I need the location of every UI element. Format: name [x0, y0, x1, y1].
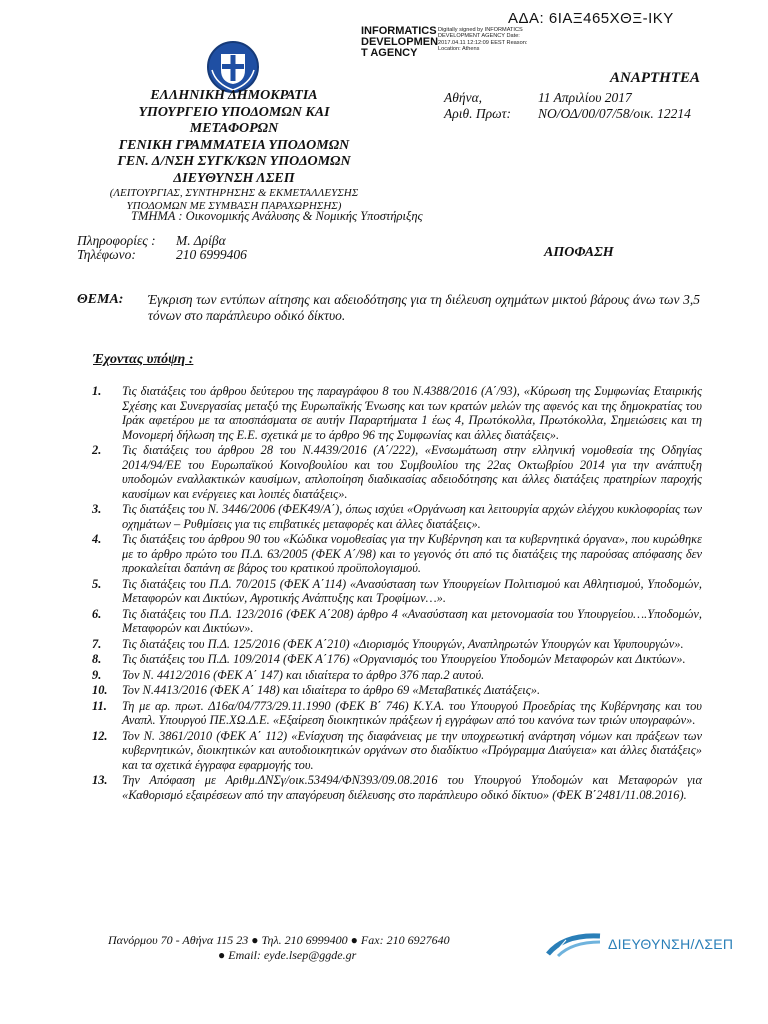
subject-label: ΘΕΜΑ:	[77, 292, 124, 307]
road-logo-icon	[544, 932, 604, 960]
ada-code: ΑΔΑ: 6ΙΑΞ465ΧΘΞ-ΙΚΥ	[508, 10, 674, 27]
list-item	[92, 607, 702, 636]
info-value: Μ. Δρίβα	[176, 233, 226, 248]
item-number: 1.	[92, 384, 102, 398]
list-item	[92, 637, 702, 652]
item-number: 3.	[92, 502, 102, 516]
item-number: 5.	[92, 576, 102, 591]
considerations-list	[92, 384, 702, 803]
item-number: 9.	[92, 667, 102, 682]
list-item	[92, 683, 702, 698]
item-text: Τις διατάξεις του Π.Δ. 70/2015 (ΦΕΚ Α΄114) «Ανασύσταση των Υπουργείων Πολιτισμού και Αθλητισμού, Υποδομών, Μεταφορών και Δικτύων, Αγροτικής Ανάπτυξης και Τροφίμων…».	[122, 576, 702, 605]
item-number: 13.	[92, 773, 108, 787]
org-line: ΓΕΝΙΚΗ ΓΡΑΜΜΑΤΕΙΑ ΥΠΟΔΟΜΩΝ	[118, 137, 350, 153]
footer-email: ● Email: eyde.lsep@ggde.gr	[218, 948, 357, 962]
item-text: Τη με αρ. πρωτ. Δ16α/04/773/29.11.1990 (ΦΕΚ Β΄ 746) Κ.Υ.Α. του Υπουργού Προεδρίας της Κυβέρνησης και του Αναπλ. Υπουργού ΠΕ.ΧΩ.Δ.Ε. «Εξαίρεση διοικητικών πράξεων ή εγγράφων από του κανόνα των τριών υπογραφών».	[122, 698, 702, 727]
item-number: 4.	[92, 532, 102, 546]
phone-label: Τηλέφωνο:	[77, 247, 136, 262]
protocol-label: Αριθ. Πρωτ:	[444, 106, 511, 121]
list-item	[92, 577, 702, 606]
document-date: 11 Απριλίου 2017	[538, 90, 632, 105]
org-line: ΓΕΝ. Δ/ΝΣΗ ΣΥΓΚ/ΚΩΝ ΥΠΟΔΟΜΩΝ	[117, 154, 351, 169]
item-number: 7.	[92, 636, 102, 651]
item-number: 8.	[92, 652, 102, 666]
item-number: 10.	[92, 683, 108, 697]
item-number: 2.	[92, 443, 102, 457]
list-item	[92, 652, 702, 667]
list-item	[92, 729, 702, 773]
info-label: Πληροφορίες :	[77, 233, 156, 248]
list-item	[92, 532, 702, 576]
footer-address: Πανόρμου 70 - Αθήνα 115 23 ● Τηλ. 210 6999400 ● Fax: 210 6927640	[108, 933, 450, 947]
org-line: ΔΙΕΥΘΥΝΣΗ ΛΣΕΠ	[173, 170, 295, 186]
item-text: Τον Ν. 3861/2010 (ΦΕΚ Α΄ 112) «Ενίσχυση της διαφάνειας με την υποχρεωτική ανάρτηση νόμων και πράξεων των κυβερνητικών, διοικητικών και αυτοδιοικητικών οργάνων στο διαδίκτυο «Πρόγραμμα Διαύγεια» και άλλες διατάξεις» και τα σχετικά έγγραφα εφαρμογής του.	[122, 728, 702, 772]
list-item	[92, 384, 702, 442]
list-item	[92, 668, 702, 683]
phone-value: 210 6999406	[176, 247, 247, 262]
org-line: ΕΛΛΗΝΙΚΗ ΔΗΜΟΚΡΑΤΙΑ	[150, 88, 318, 103]
item-text: Τον Ν.4413/2016 (ΦΕΚ Α΄ 148) και ιδιαίτερα το άρθρο 69 «Μεταβατικές Διατάξεις».	[122, 683, 541, 697]
signature-details: Digitally signed by INFORMATICS DEVELOPMENT AGENCY Date: 2017.04.11 12:12:09 EEST Reason: Location: Athens	[438, 27, 528, 52]
list-item	[92, 699, 702, 728]
logo-text: ΔΙΕΥΘΥΝΣΗ/ΛΣΕΠ	[608, 936, 734, 952]
subject-text: Έγκριση των εντύπων αίτησης και αδειοδότησης για τη διέλευση οχημάτων μικτού βάρους άνω των 3,5 τόνων στο παράπλευρο οδικό δίκτυο.	[148, 292, 700, 323]
list-item	[92, 773, 702, 802]
org-line: ΥΠΟΥΡΓΕΙΟ ΥΠΟΔΟΜΩΝ ΚΑΙ ΜΕΤΑΦΟΡΩΝ	[138, 104, 330, 136]
item-text: Τις διατάξεις του άρθρου 90 του «Κώδικα νομοθεσίας για την Κυβέρνηση και τα κυβερνητικά όργανα», που κυρώθηκε με το άρθρο πρώτο του Π.Δ. 63/2005 (ΦΕΚ Α΄/98) και το γεγονός ότι από τις διατάξεις της παρούσας απόφασης δεν προκαλείται δαπάνη σε βάρος του κρατικού προϋπολογισμού.	[122, 532, 702, 575]
item-text: Τις διατάξεις του άρθρου 28 του Ν.4439/2016 (Α΄/222), «Ενσωμάτωση στην ελληνική νομοθεσία της Οδηγίας 2014/94/ΕΕ του Ευρωπαϊκού Κοινοβουλίου και του Συμβουλίου της 22ας Οκτωβρίου 2014 για την ανάπτυξη υποδομών εναλλακτικών καυσίμων, απλοποίηση διαδικασίας αδειοδότησης και άλλες διατάξεις πρατηρίων παροχής καυσίμων και ενέργειες και λοιπές διατάξεις».	[122, 443, 702, 501]
considering-heading: Έχοντας υπόψη :	[93, 352, 194, 367]
item-text: Τον Ν. 4412/2016 (ΦΕΚ Α΄ 147) και ιδιαίτερα το άρθρο 376 παρ.2 αυτού.	[122, 667, 485, 682]
item-text: Τις διατάξεις του Π.Δ. 109/2014 (ΦΕΚ Α΄176) «Οργανισμός του Υπουργείου Υποδομών Μεταφορών και Δικτύων».	[122, 652, 686, 666]
place-label: Αθήνα,	[444, 90, 483, 105]
list-item	[92, 502, 702, 531]
greek-emblem-icon	[206, 40, 260, 94]
org-subtitle: (ΛΕΙΤΟΥΡΓΙΑΣ, ΣΥΝΤΗΡΗΣΗΣ & ΕΚΜΕΤΑΛΛΕΥΣΗΣ ΥΠΟΔΟΜΩΝ ΜΕ ΣΥΜΒΑΣΗ ΠΑΡΑΧΩΡΗΣΗΣ)	[109, 187, 359, 212]
item-text: Τις διατάξεις του Π.Δ. 125/2016 (ΦΕΚ Α΄210) «Διορισμός Υπουργών, Αναπληρωτών Υπουργών και Υφυπουργών».	[122, 636, 684, 651]
decision-label: ΑΠΟΦΑΣΗ	[544, 245, 614, 260]
item-text: Την Απόφαση με Αριθμ.ΔΝΣγ/οικ.53494/ΦΝ393/09.08.2016 του Υπουργού Υποδομών και Μεταφορών για «Καθορισμό εξαιρέσεων από την απαγόρευση διέλευσης στο παράπλευρο οδικό δίκτυο» (ΦΕΚ Β΄2481/11.08.2016).	[122, 773, 702, 802]
protocol-number: ΝΟ/ΟΔ/00/07/58/οικ. 12214	[538, 106, 691, 121]
item-text: Τις διατάξεις του Π.Δ. 123/2016 (ΦΕΚ Α΄208) άρθρο 4 «Ανασύσταση και μετονομασία του Υπουργείου….Υποδομών, Μεταφορών και Δικτύων».	[122, 606, 702, 635]
item-number: 11.	[92, 698, 107, 713]
item-number: 12.	[92, 728, 108, 743]
list-item	[92, 443, 702, 501]
item-text: Τις διατάξεις του Ν. 3446/2006 (ΦΕΚ49/Α΄), όπως ισχύει «Οργάνωση και λειτουργία αρχών ελέγχου κυκλοφορίας των οχημάτων – Ρυθμίσεις για τις επιβατικές μεταφορές και άλλες διατάξεις».	[122, 502, 702, 531]
posting-label: ΑΝΑΡΤΗΤΕΑ	[610, 70, 701, 86]
organization-block	[94, 88, 374, 213]
item-number: 6.	[92, 606, 102, 621]
item-text: Τις διατάξεις του άρθρου δεύτερου της παραγράφου 8 του Ν.4388/2016 (Α΄/93), «Κύρωση της Συμφωνίας Εταιρικής Σχέσης και Συνεργασίας μεταξύ της Ευρωπαϊκής Ένωσης και των κρατών μελών της αφενός και της δημοκρατίας του Ιράκ αφετέρου με τα αποσπάσματα σε αυτήν Παραρτήματα 1 έως 4, Πρωτόκολλα, Πρωτόκολλα, Σημειώσεις και τη Μονομερή δήλωση της Ε.Ε. σχετικά με το άρθρο 96 της Συμφωνίας και άλλες διατάξεις».	[122, 384, 702, 442]
signature-title: INFORMATICS DEVELOPMEN T AGENCY	[361, 25, 439, 59]
department-line: ΤΜΗΜΑ : Οικονομικής Ανάλυσης & Νομικής Υποστήριξης	[131, 209, 423, 223]
